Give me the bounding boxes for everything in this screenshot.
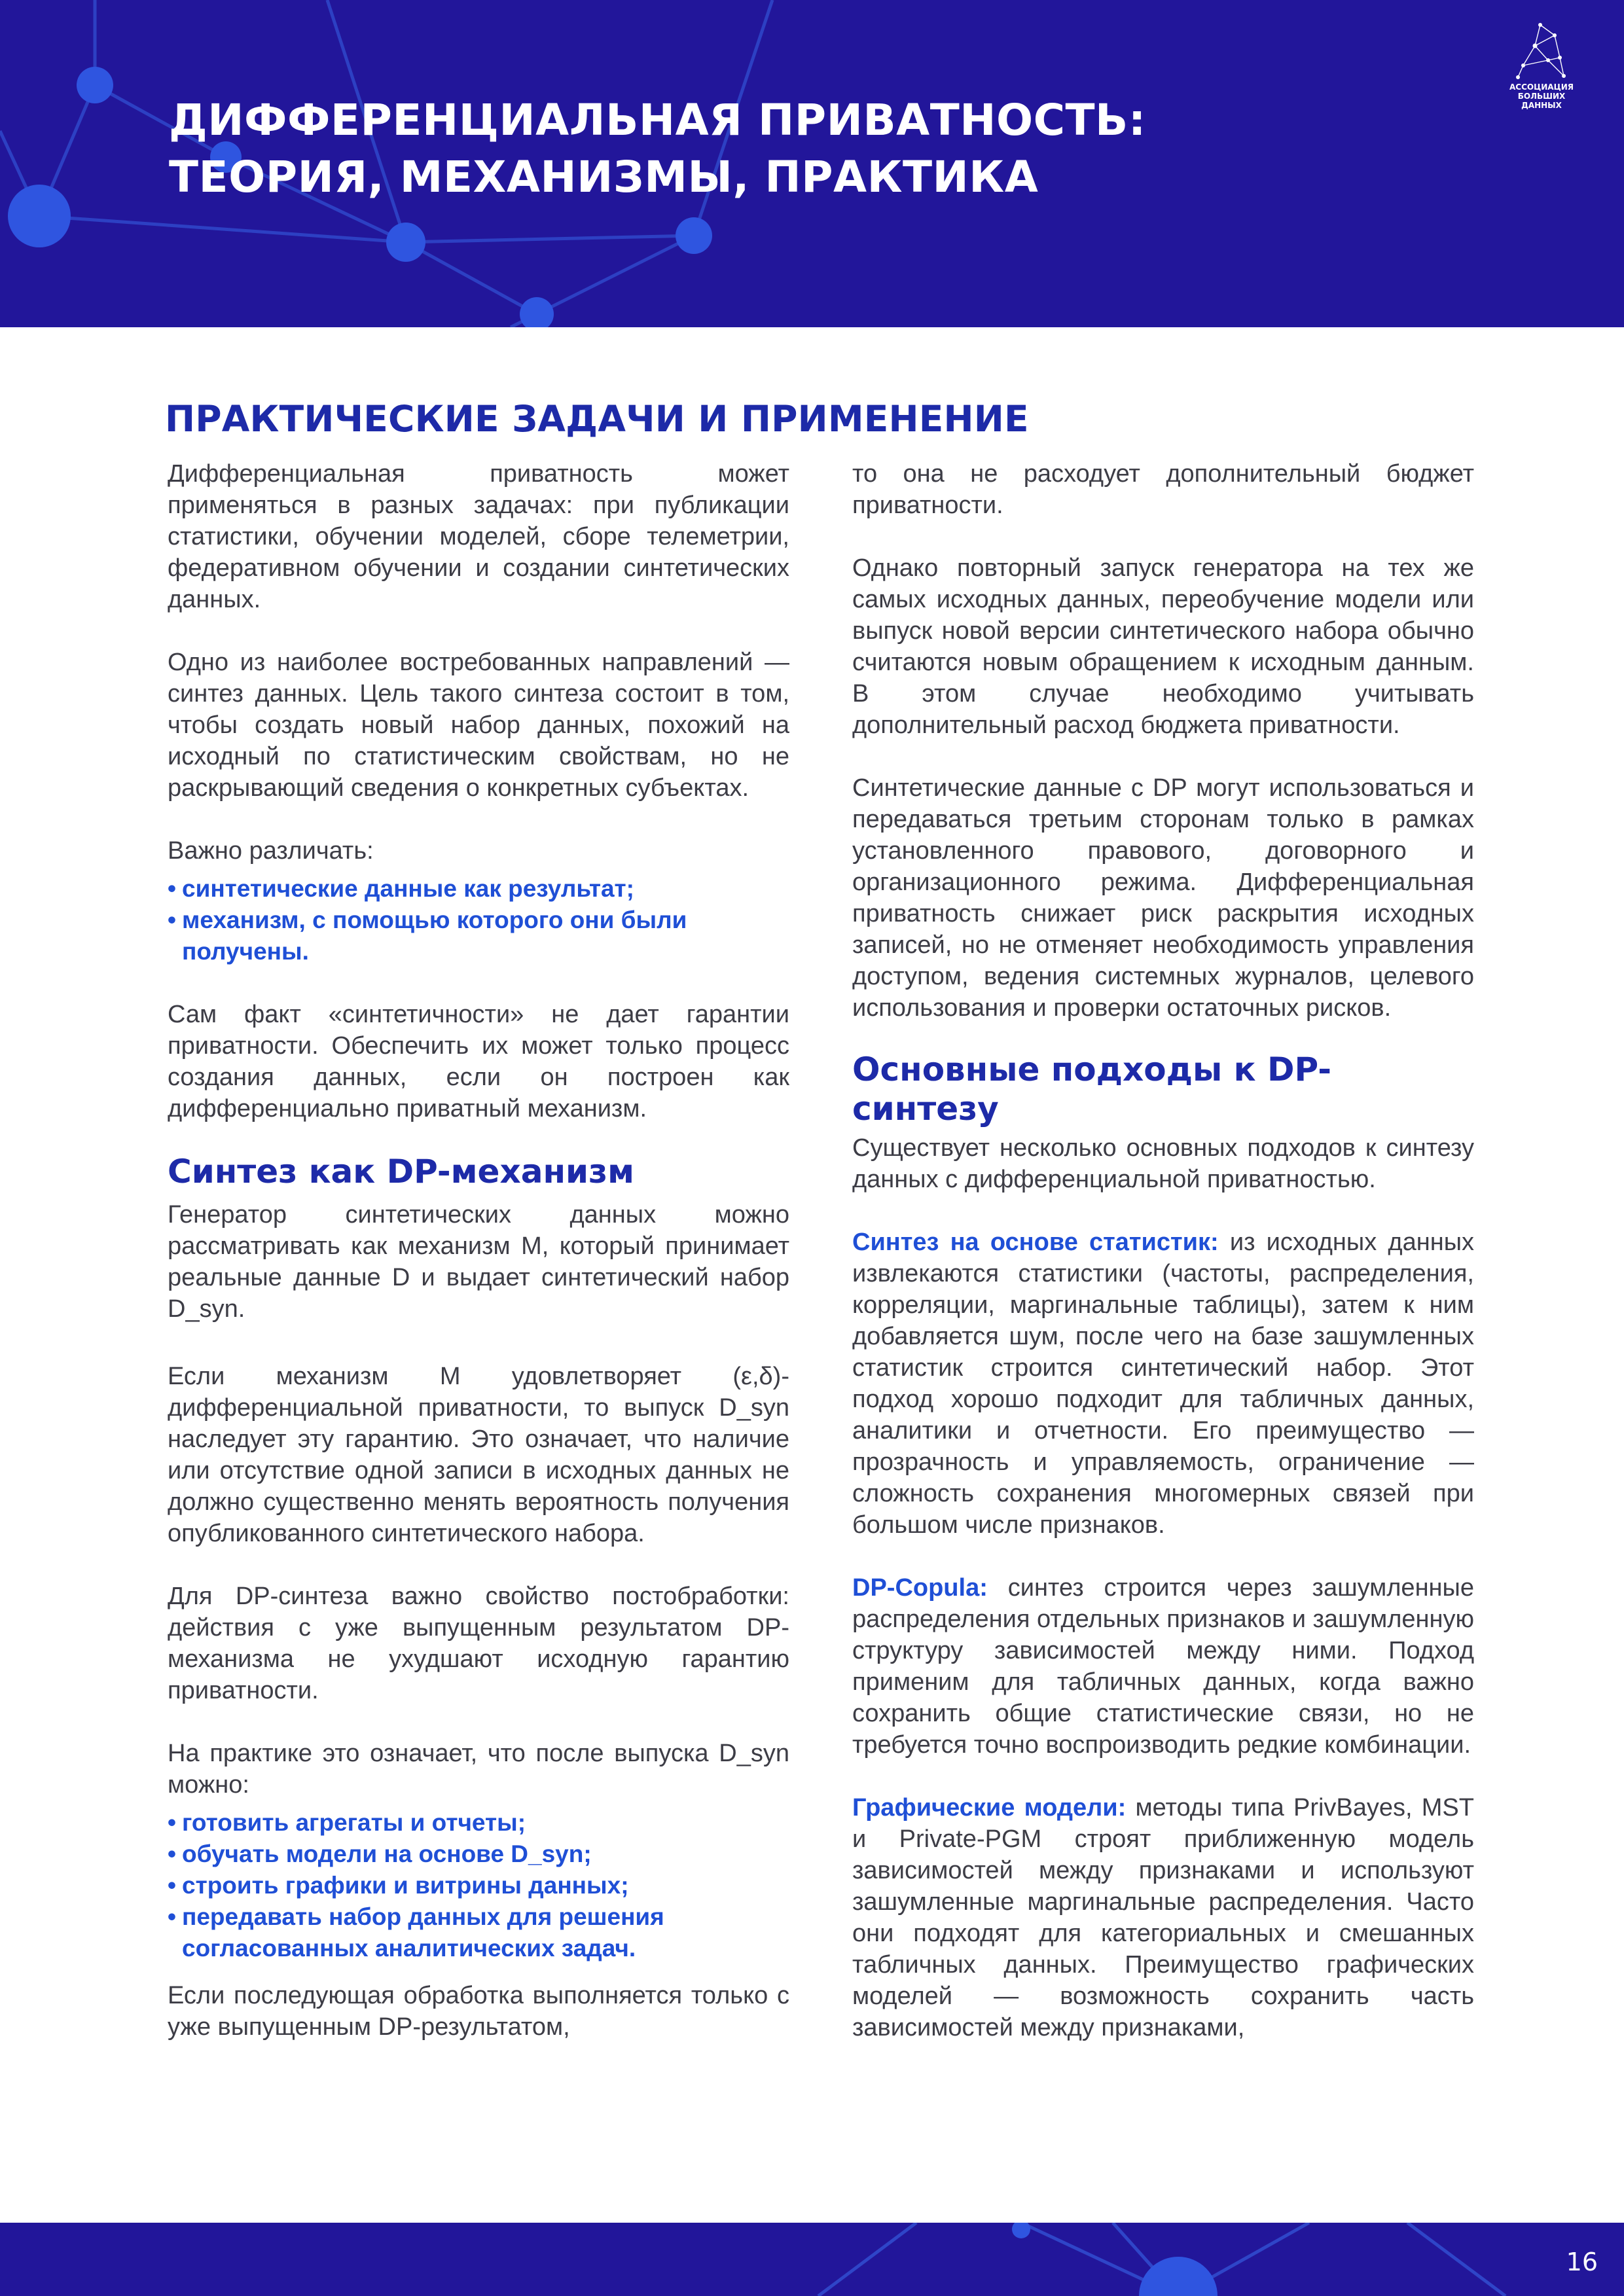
- logo-text-line-2: БОЛЬШИХ ДАННЫХ: [1517, 91, 1566, 110]
- paragraph: Синтетические данные с DP могут использоваться и передаваться третьим сторонам только в рамках установленного правового, договорного и организационного режима. Дифференциальная приватность снижает риск раскрытия исходных записей, но не отменяет необходимость управления доступом, ведения системных журналов, целевого использования и проверки остаточных рисков.: [852, 774, 1474, 1022]
- document-title: [169, 92, 1146, 206]
- title-line-1: ДИФФЕРЕНЦИАЛЬНАЯ ПРИВАТНОСТЬ:: [169, 95, 1146, 145]
- section-title: ПРАКТИЧЕСКИЕ ЗАДАЧИ И ПРИМЕНЕНИЕ: [165, 398, 1029, 440]
- result-vs-mechanism-list: [168, 873, 789, 967]
- page-footer: [0, 2223, 1624, 2296]
- page-header: [0, 0, 1624, 327]
- approach-statistics: [852, 1227, 1474, 1541]
- approach-label: DP-Copula:: [852, 1574, 988, 1602]
- approach-label: Синтез на основе статистик:: [852, 1229, 1219, 1256]
- list-item: • механизм, с помощью которого они были получены.: [168, 905, 789, 967]
- constellation-logo-icon: [1509, 20, 1574, 82]
- paragraph: Если механизм M удовлетворяет (ε,δ)-дифференциальной приватности, то выпуск D_syn наследует эту гарантию. Это означает, что наличие или отсутствие одной записи в исходных данных не должно существенно менять вероятность получения опубликованного синтетического набора.: [168, 1363, 789, 1547]
- page-number: 16: [1566, 2248, 1598, 2276]
- approach-text: методы типа PrivBayes, MST и Private-PGM строят приближенную модель зависимостей между признаками и используют зашумленные маргинальные распределения. Часто они подходят для категориальных и смешанных табличных данных. Преимущество графических моделей — возможность сохранить часть зависимостей между признаками,: [852, 1794, 1474, 2041]
- list-item: • строить графики и витрины данных;: [168, 1870, 789, 1901]
- paragraph: На практике это означает, что после выпуска D_syn можно:: [168, 1740, 789, 1799]
- post-processing-list: [168, 1807, 789, 1964]
- paragraph: Для DP-синтеза важно свойство постобработки: действия с уже выпущенным результатом DP-механизма не ухудшают исходную гарантию приватности.: [168, 1583, 789, 1704]
- paragraph: Существует несколько основных подходов к синтезу данных с дифференциальной приватностью.: [852, 1134, 1474, 1193]
- paragraph: Дифференциальная приватность может применяться в разных задачах: при публикации статистики, обучении моделей, сборе телеметрии, федеративном обучении и создании синтетических данных.: [168, 460, 789, 613]
- approach-text: синтез строится через зашумленные распределения отдельных признаков и зашумленную структуру зависимостей между ними. Подход применим для табличных данных, когда важно сохранить общие статистические связи, но не требуется точно воспроизводить редкие комбинации.: [852, 1574, 1474, 1759]
- left-column: [168, 458, 789, 2043]
- approach-label: Графические модели:: [852, 1794, 1127, 1821]
- approach-graphical-models: [852, 1792, 1474, 2043]
- title-line-2: ТЕОРИЯ, МЕХАНИЗМЫ, ПРАКТИКА: [169, 152, 1039, 203]
- right-column: [852, 458, 1474, 2043]
- list-item: • синтетические данные как результат;: [168, 873, 789, 905]
- network-decoration: [0, 2223, 1624, 2296]
- approach-copula: [852, 1572, 1474, 1761]
- paragraph: Генератор синтетических данных можно рассматривать как механизм M, который принимает реальные данные D и выдает синтетический набор D_syn.: [168, 1201, 789, 1323]
- subsection-heading: Основные подходы к DP-синтезу: [852, 1050, 1332, 1128]
- logo-text: [1499, 83, 1584, 110]
- approach-text: из исходных данных извлекаются статистики (частоты, распределения, корреляции, маргинальные таблицы), затем к ним добавляется шум, после чего на базе зашумленных статистик строится синтетический набор. Этот подход хорошо подходит для табличных данных, аналитики и отчетности. Его преимущество — прозрачность и управляемость, ограничение — сложность сохранения многомерных связей при большом числе признаков.: [852, 1229, 1475, 1539]
- paragraph: Если последующая обработка выполняется только с уже выпущенным DP-результатом,: [168, 1982, 789, 2041]
- list-item: • передавать набор данных для решения согласованных аналитических задач.: [168, 1901, 789, 1964]
- paragraph: Сам факт «синтетичности» не дает гарантии приватности. Обеспечить их может только процесс создания данных, если он построен как дифференциально приватный механизм.: [168, 1001, 789, 1122]
- paragraph: то она не расходует дополнительный бюджет приватности.: [852, 460, 1474, 519]
- paragraph: Важно различать:: [168, 837, 374, 865]
- logo-text-line-1: АССОЦИАЦИЯ: [1509, 82, 1574, 92]
- paragraph: Одно из наиболее востребованных направлений — синтез данных. Цель такого синтеза состоит в том, чтобы создать новый набор данных, похожий на исходный по статистическим свойствам, но не раскрывающий сведения о конкретных субъектах.: [168, 649, 789, 802]
- paragraph: Однако повторный запуск генератора на тех же самых исходных данных, переобучение модели или выпуск новой версии синтетического набора обычно считаются новым обращением к исходным данным. В этом случае необходимо учитывать дополнительный расход бюджета приватности.: [852, 554, 1474, 739]
- list-item: • обучать модели на основе D_syn;: [168, 1839, 789, 1870]
- association-logo: [1499, 20, 1584, 110]
- subsection-heading: Синтез как DP-механизм: [168, 1153, 634, 1191]
- list-item: • готовить агрегаты и отчеты;: [168, 1807, 789, 1839]
